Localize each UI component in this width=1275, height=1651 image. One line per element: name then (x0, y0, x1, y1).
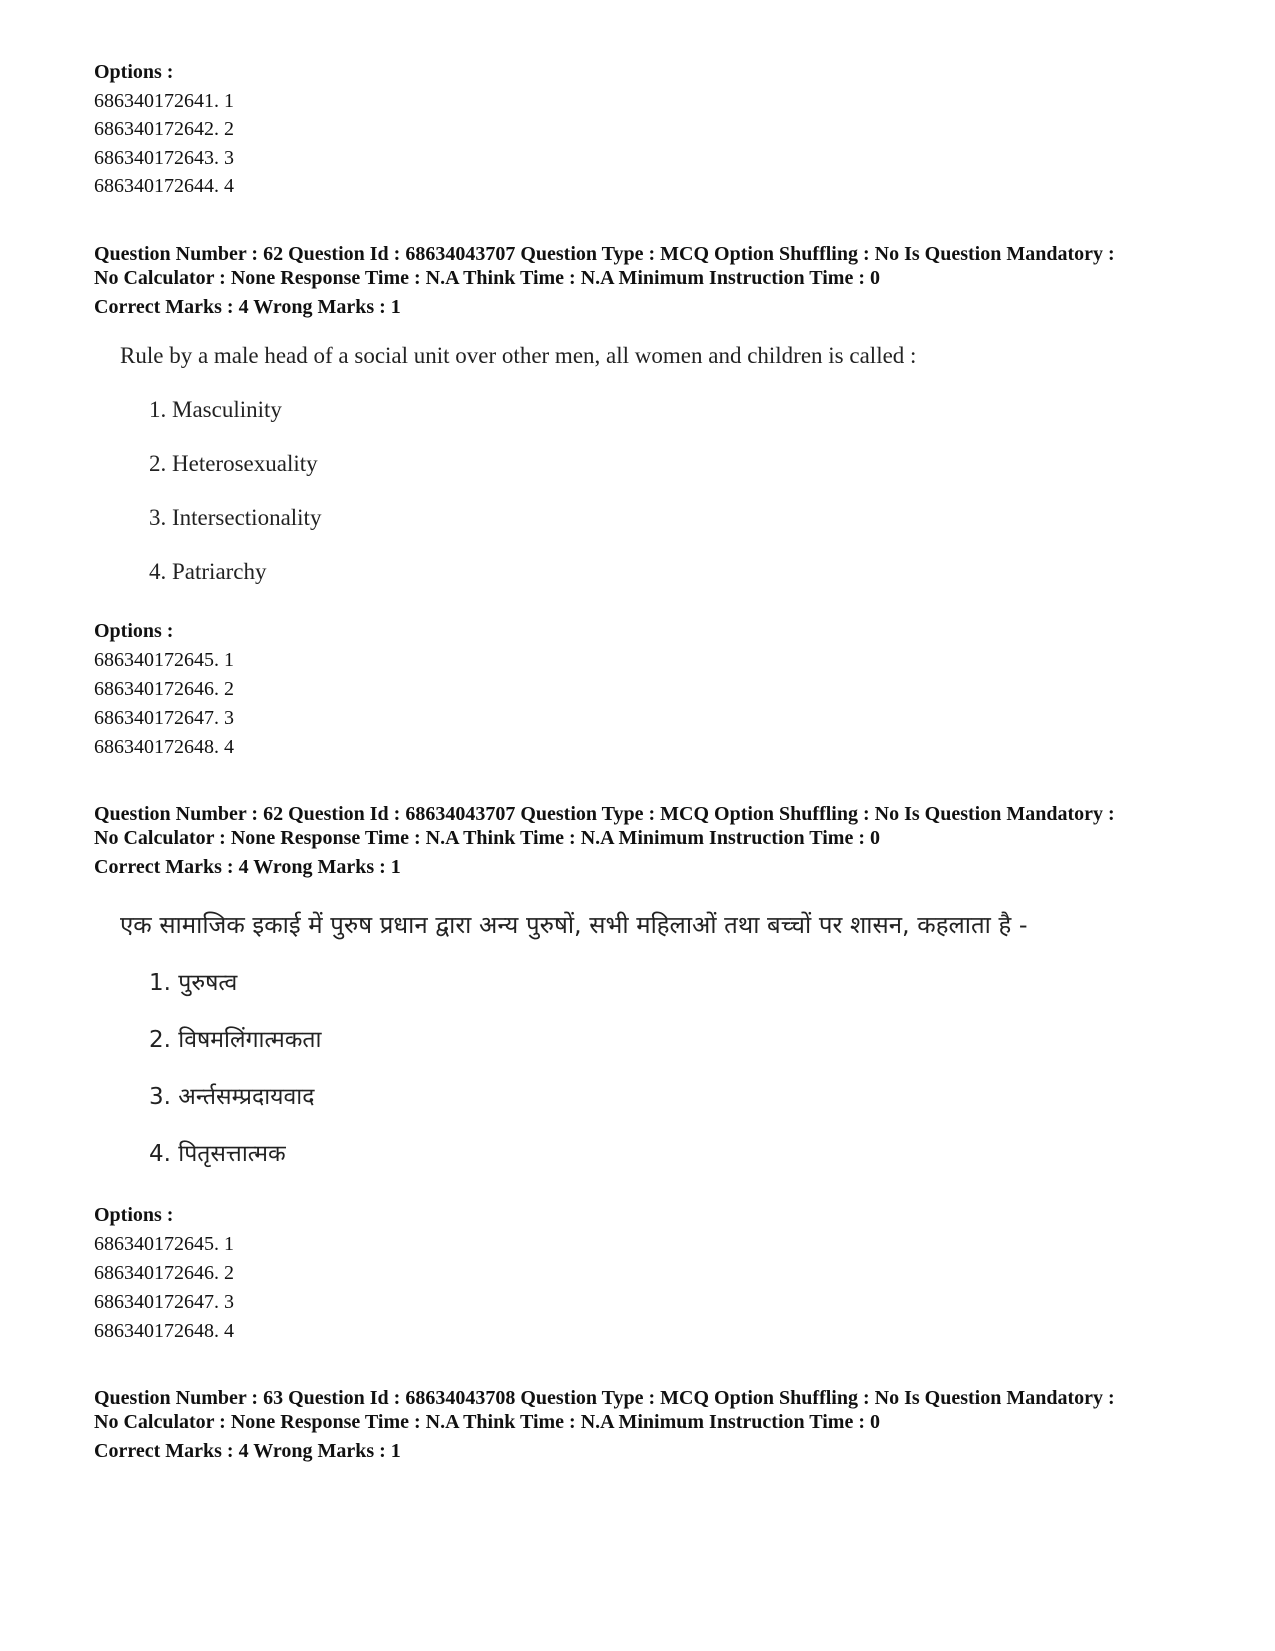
option-id-line: 686340172645. 1 (94, 1233, 234, 1255)
answer-choice: 2. Heterosexuality (149, 451, 318, 476)
options-label: Options : (94, 1204, 174, 1226)
question-marks: Correct Marks : 4 Wrong Marks : 1 (94, 856, 401, 878)
option-id-line: 686340172643. 3 (94, 147, 234, 169)
option-id-line: 686340172644. 4 (94, 175, 234, 197)
option-id-line: 686340172648. 4 (94, 1320, 234, 1342)
option-id-line: 686340172648. 4 (94, 736, 234, 758)
answer-choice: 4. पितृसत्तात्मक (149, 1141, 286, 1167)
question-header-line1: Question Number : 63 Question Id : 68634043708 Question Type : MCQ Option Shuffling : No Is Question Mandatory : (94, 1387, 1115, 1409)
question-header-line2: No Calculator : None Response Time : N.A Think Time : N.A Minimum Instruction Time : 0 (94, 1411, 880, 1433)
answer-choice: 1. Masculinity (149, 397, 282, 422)
answer-choice: 4. Patriarchy (149, 559, 267, 584)
question-header-line2: No Calculator : None Response Time : N.A Think Time : N.A Minimum Instruction Time : 0 (94, 267, 880, 289)
answer-choice: 2. विषमलिंगात्मकता (149, 1027, 322, 1053)
question-header-line1: Question Number : 62 Question Id : 68634043707 Question Type : MCQ Option Shuffling : No Is Question Mandatory : (94, 803, 1115, 825)
question-header-line1: Question Number : 62 Question Id : 68634043707 Question Type : MCQ Option Shuffling : No Is Question Mandatory : (94, 243, 1115, 265)
option-id-line: 686340172642. 2 (94, 118, 234, 140)
question-marks: Correct Marks : 4 Wrong Marks : 1 (94, 296, 401, 318)
option-id-line: 686340172646. 2 (94, 678, 234, 700)
answer-choice: 1. पुरुषत्व (149, 970, 238, 996)
answer-choice: 3. Intersectionality (149, 505, 322, 530)
question-marks: Correct Marks : 4 Wrong Marks : 1 (94, 1440, 401, 1462)
option-id-line: 686340172647. 3 (94, 1291, 234, 1313)
question-text: एक सामाजिक इकाई में पुरुष प्रधान द्वारा अन्य पुरुषों, सभी महिलाओं तथा बच्चों पर शासन, कहलाता है - (120, 911, 1028, 939)
answer-choice: 3. अर्न्तसम्प्रदायवाद (149, 1084, 315, 1110)
option-id-line: 686340172647. 3 (94, 707, 234, 729)
options-label: Options : (94, 61, 174, 83)
options-label: Options : (94, 620, 174, 642)
question-text: Rule by a male head of a social unit over other men, all women and children is called : (120, 343, 917, 368)
option-id-line: 686340172641. 1 (94, 90, 234, 112)
question-header-line2: No Calculator : None Response Time : N.A Think Time : N.A Minimum Instruction Time : 0 (94, 827, 880, 849)
option-id-line: 686340172645. 1 (94, 649, 234, 671)
option-id-line: 686340172646. 2 (94, 1262, 234, 1284)
